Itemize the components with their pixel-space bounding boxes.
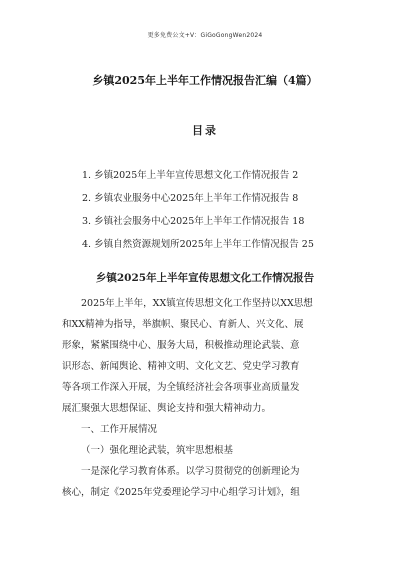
toc-item[interactable]: 1. 乡镇2025年上半年宣传思想文化工作情况报告 2 <box>82 170 299 181</box>
document-title: 乡镇2025年上半年工作情况报告汇编（4篇） <box>92 74 318 87</box>
header-note: 更多免费公文+V：GiGoGongWen2024 <box>147 32 263 39</box>
toc-item[interactable]: 4. 乡镇自然资源规划所2025年上半年工作情况报告 25 <box>82 239 314 250</box>
paragraph-line: 识形态、新闻舆论、精神文明、文化文艺、党史学习教育 <box>62 361 300 372</box>
paragraph-line: 形象，紧紧围绕中心、服务大局，积极推动理论武装、意 <box>62 340 300 351</box>
subsection-heading: 一、工作开展情况 <box>81 424 158 435</box>
paragraph-line: 2025年上半年，XX镇宣传思想文化工作坚持以XX思想 <box>81 298 313 309</box>
table-of-contents <box>82 164 382 256</box>
toc-item[interactable]: 3. 乡镇社会服务中心2025年上半年工作情况报告 18 <box>82 216 305 227</box>
paragraph-line: 和XX精神为指导，举旗帜、聚民心、育新人、兴文化、展 <box>62 319 304 330</box>
subsection-heading: （一）强化理论武装，筑牢思想根基 <box>81 445 234 456</box>
toc-heading: 目录 <box>192 124 218 137</box>
paragraph-line: 核心，制定《2025年党委理论学习中心组学习计划》，组 <box>62 487 300 498</box>
section-title: 乡镇2025年上半年宣传思想文化工作情况报告 <box>95 272 315 284</box>
section-body <box>62 293 362 503</box>
paragraph-line: 展汇聚强大思想保证、舆论支持和强大精神动力。 <box>62 403 272 414</box>
paragraph-line: 一是深化学习教育体系。以学习贯彻党的创新理论为 <box>81 466 300 477</box>
paragraph-line: 等各项工作深入开展，为全镇经济社会各项事业高质量发 <box>62 382 300 393</box>
toc-item[interactable]: 2. 乡镇农业服务中心2025年上半年工作情况报告 8 <box>82 193 299 204</box>
